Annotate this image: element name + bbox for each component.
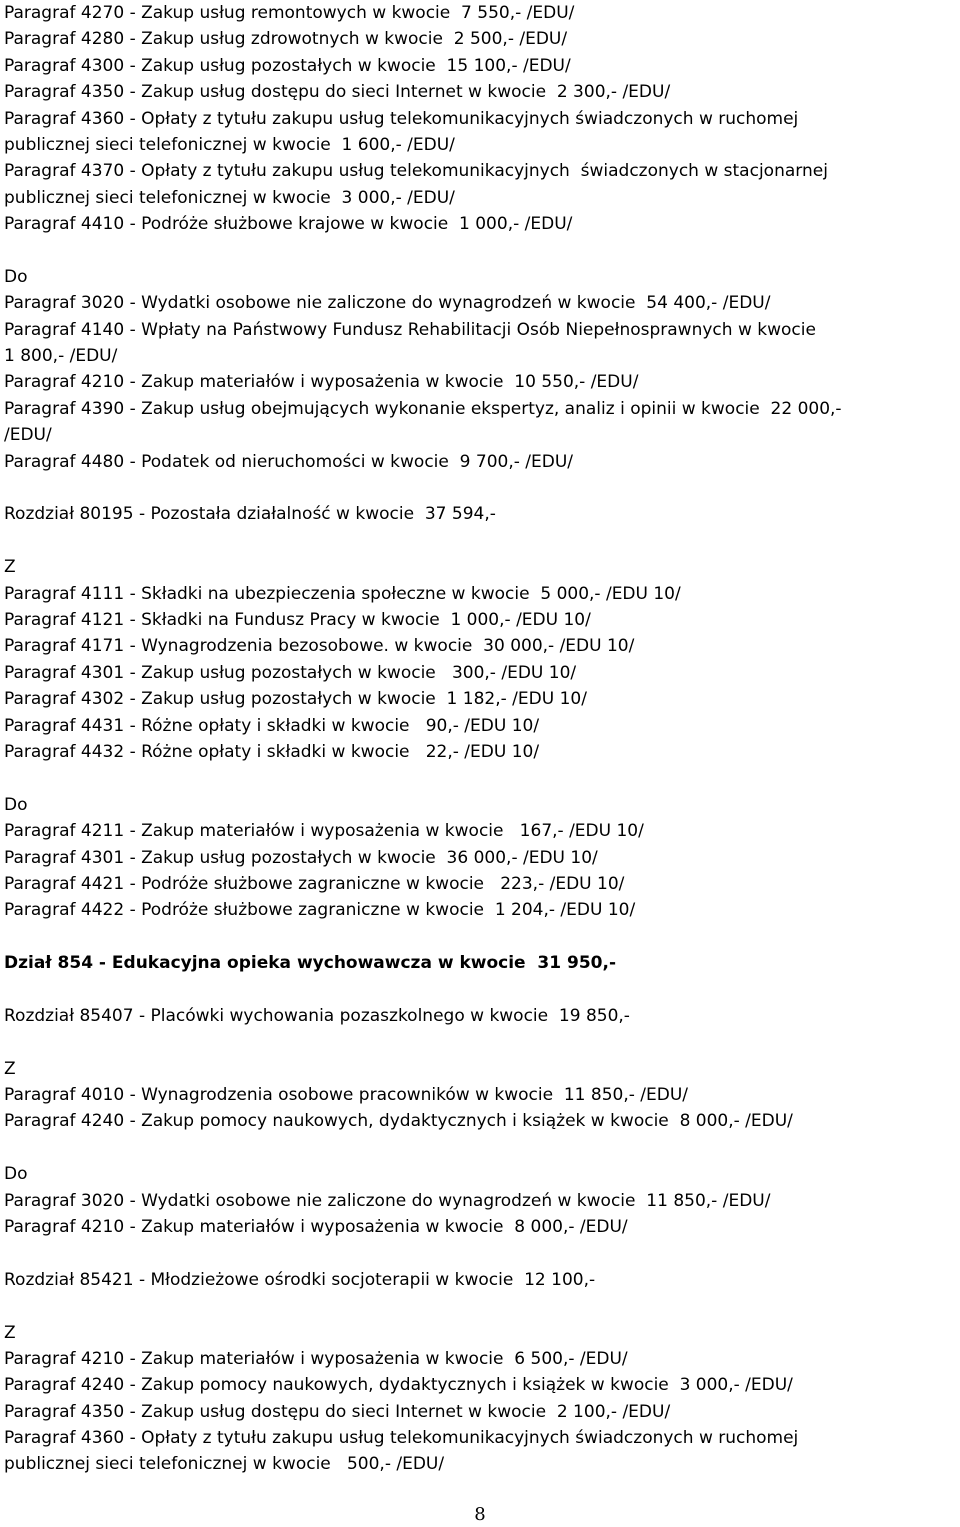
blank-line (4, 1293, 954, 1319)
text-line: Paragraf 4121 - Składki na Fundusz Pracy w kwocie 1 000,- /EDU 10/ (4, 609, 591, 630)
text-line: Paragraf 4432 - Różne opłaty i składki w kwocie 22,- /EDU 10/ (4, 741, 540, 762)
text-line: Do (4, 794, 28, 815)
blank-line (4, 1029, 954, 1055)
text-line: publicznej sieci telefonicznej w kwocie 1 600,- /EDU/ (4, 134, 455, 155)
text-line: Z (4, 557, 16, 578)
text-line: Paragraf 4210 - Zakup materiałów i wyposażenia w kwocie 6 500,- /EDU/ (4, 1348, 628, 1369)
text-line: Paragraf 4360 - Opłaty z tytułu zakupu usług telekomunikacyjnych świadczonych w ruchomej (4, 1428, 799, 1449)
text-line: Paragraf 4111 - Składki na ubezpieczenia społeczne w kwocie 5 000,- /EDU 10/ (4, 583, 681, 604)
text-line: publicznej sieci telefonicznej w kwocie 500,- /EDU/ (4, 1454, 445, 1475)
text-line: Rozdział 85407 - Placówki wychowania pozaszkolnego w kwocie 19 850,- (4, 1005, 630, 1026)
document-body (4, 0, 954, 1478)
text-line: Paragraf 4240 - Zakup pomocy naukowych, dydaktycznych i książek w kwocie 8 000,- /EDU/ (4, 1111, 793, 1132)
blank-line (4, 976, 954, 1002)
text-line: Paragraf 4300 - Zakup usług pozostałych w kwocie 15 100,- /EDU/ (4, 55, 571, 76)
text-line: Paragraf 4301 - Zakup usług pozostałych w kwocie 36 000,- /EDU 10/ (4, 847, 598, 868)
text-line: Paragraf 3020 - Wydatki osobowe nie zaliczone do wynagrodzeń w kwocie 54 400,- /EDU/ (4, 293, 771, 314)
blank-line (4, 475, 954, 501)
text-line: publicznej sieci telefonicznej w kwocie 3 000,- /EDU/ (4, 187, 455, 208)
text-line: Paragraf 4280 - Zakup usług zdrowotnych w kwocie 2 500,- /EDU/ (4, 29, 568, 50)
text-line: Paragraf 3020 - Wydatki osobowe nie zaliczone do wynagrodzeń w kwocie 11 850,- /EDU/ (4, 1190, 771, 1211)
text-line: Z (4, 1322, 16, 1343)
text-line: Paragraf 4302 - Zakup usług pozostałych w kwocie 1 182,- /EDU 10/ (4, 689, 587, 710)
text-line: 1 800,- /EDU/ (4, 346, 118, 367)
section-heading: Dział 854 - Edukacyjna opieka wychowawcza w kwocie 31 950,- (4, 953, 616, 974)
blank-line (4, 1135, 954, 1161)
text-line: Paragraf 4480 - Podatek od nieruchomości w kwocie 9 700,- /EDU/ (4, 451, 573, 472)
text-line: Paragraf 4410 - Podróże służbowe krajowe w kwocie 1 000,- /EDU/ (4, 214, 573, 235)
blank-line (4, 1240, 954, 1266)
text-line: Paragraf 4010 - Wynagrodzenia osobowe pracowników w kwocie 11 850,- /EDU/ (4, 1085, 689, 1106)
text-line: Paragraf 4370 - Opłaty z tytułu zakupu usług telekomunikacyjnych świadczonych w stacjonarnej (4, 161, 828, 182)
text-line: Paragraf 4140 - Wpłaty na Państwowy Fundusz Rehabilitacji Osób Niepełnosprawnych w kwocie (4, 319, 816, 340)
text-line: Do (4, 266, 28, 287)
text-line: Paragraf 4431 - Różne opłaty i składki w kwocie 90,- /EDU 10/ (4, 715, 540, 736)
text-line: Do (4, 1164, 28, 1185)
text-line: Rozdział 80195 - Pozostała działalność w kwocie 37 594,- (4, 504, 496, 525)
text-line: Paragraf 4301 - Zakup usług pozostałych w kwocie 300,- /EDU 10/ (4, 662, 577, 683)
text-line: Paragraf 4270 - Zakup usług remontowych w kwocie 7 550,- /EDU/ (4, 3, 575, 23)
text-line: Paragraf 4421 - Podróże służbowe zagraniczne w kwocie 223,- /EDU 10/ (4, 873, 625, 894)
text-line: Paragraf 4210 - Zakup materiałów i wyposażenia w kwocie 8 000,- /EDU/ (4, 1216, 628, 1237)
text-line: Paragraf 4210 - Zakup materiałów i wyposażenia w kwocie 10 550,- /EDU/ (4, 372, 639, 393)
blank-line (4, 528, 954, 554)
blank-line (4, 924, 954, 950)
blank-line (4, 238, 954, 264)
blank-line (4, 765, 954, 791)
text-line: Paragraf 4360 - Opłaty z tytułu zakupu usług telekomunikacyjnych świadczonych w ruchomej (4, 108, 799, 129)
text-line: Paragraf 4390 - Zakup usług obejmujących wykonanie ekspertyz, analiz i opinii w kwocie 22 000,- (4, 398, 842, 419)
text-line: Z (4, 1058, 16, 1079)
page-number: 8 (474, 1504, 486, 1525)
text-line: Paragraf 4350 - Zakup usług dostępu do sieci Internet w kwocie 2 100,- /EDU/ (4, 1401, 671, 1422)
text-line: Paragraf 4422 - Podróże służbowe zagraniczne w kwocie 1 204,- /EDU 10/ (4, 900, 636, 921)
text-line: Paragraf 4350 - Zakup usług dostępu do sieci Internet w kwocie 2 300,- /EDU/ (4, 82, 671, 103)
text-line: Rozdział 85421 - Młodzieżowe ośrodki socjoterapii w kwocie 12 100,- (4, 1269, 596, 1290)
text-line: /EDU/ (4, 425, 52, 446)
text-line: Paragraf 4171 - Wynagrodzenia bezosobowe. w kwocie 30 000,- /EDU 10/ (4, 636, 635, 657)
text-line: Paragraf 4211 - Zakup materiałów i wyposażenia w kwocie 167,- /EDU 10/ (4, 821, 644, 842)
text-line: Paragraf 4240 - Zakup pomocy naukowych, dydaktycznych i książek w kwocie 3 000,- /EDU/ (4, 1375, 793, 1396)
